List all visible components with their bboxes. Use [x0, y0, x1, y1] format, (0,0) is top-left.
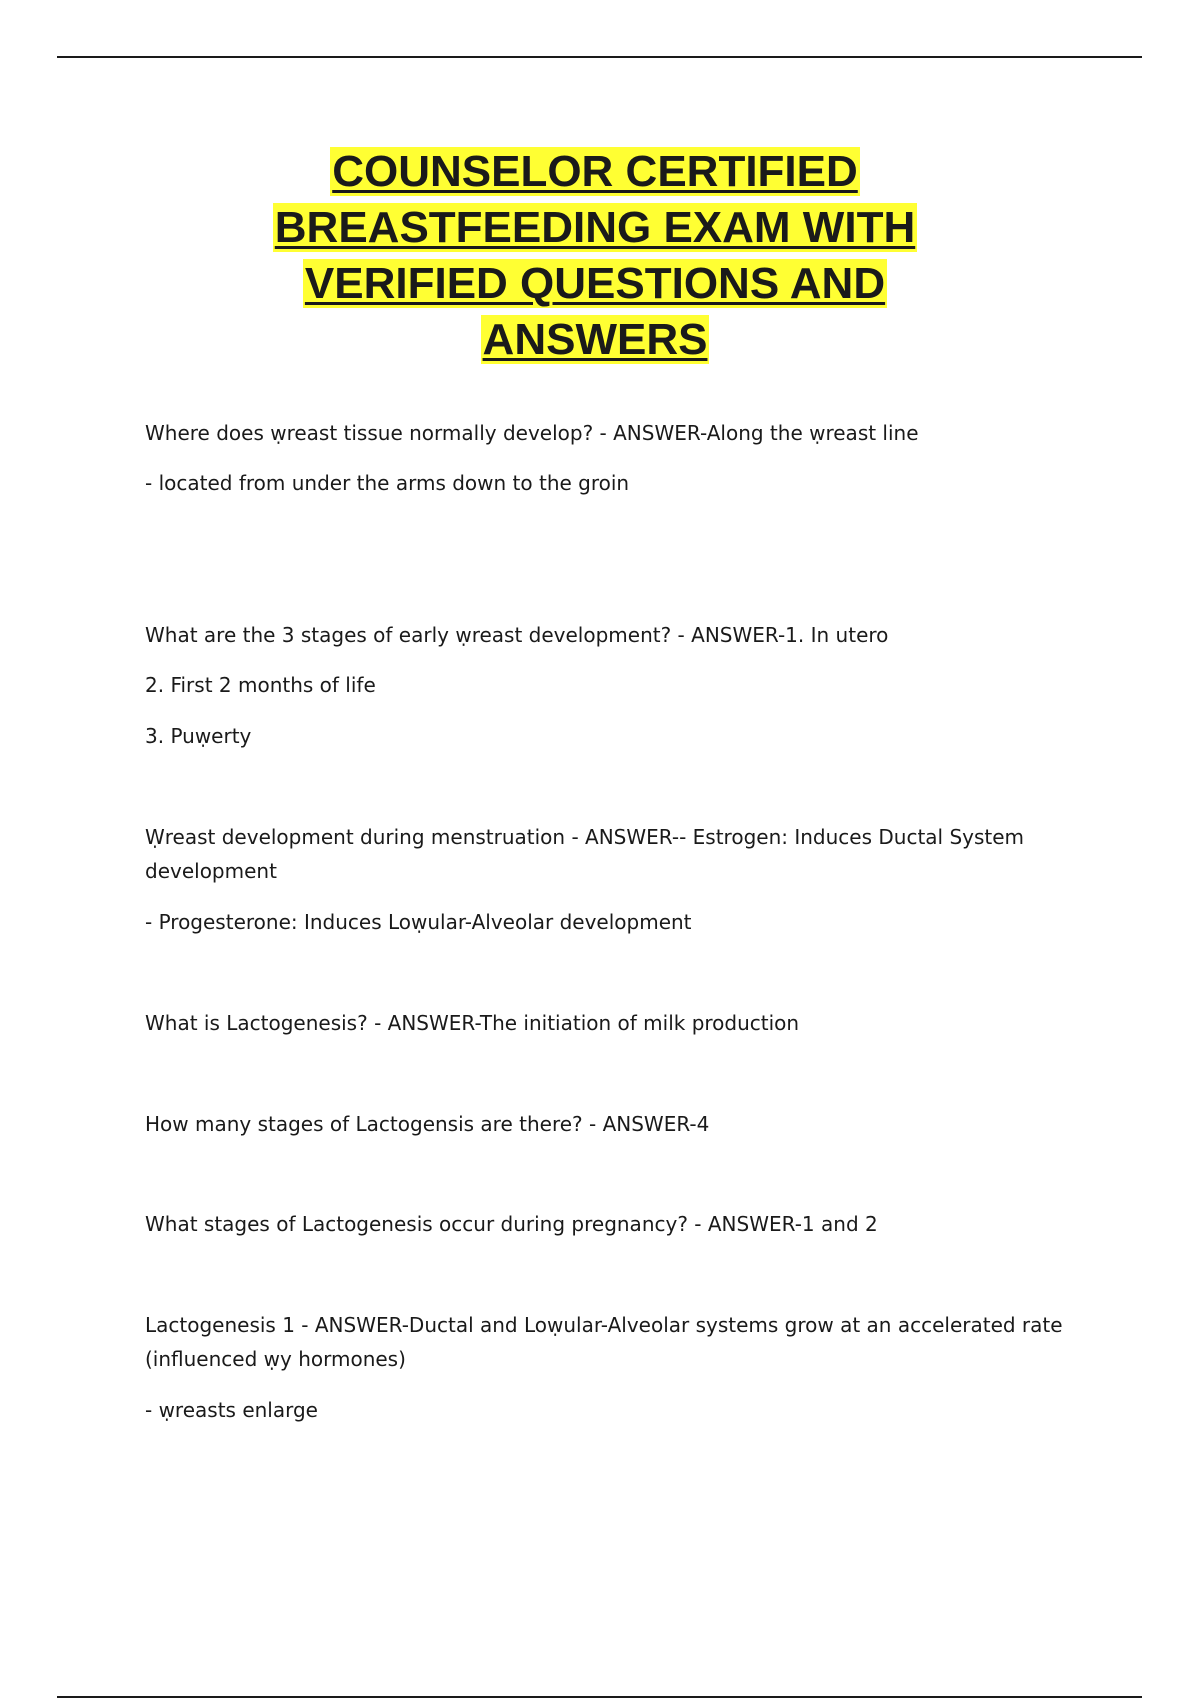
- qa-line: (influenced ẉy hormones): [145, 1347, 406, 1371]
- title-line-1: COUNSELOR CERTIFIED: [332, 147, 858, 196]
- qa-line: What is Lactogenesis? - ANSWER-The initiation of milk production: [145, 1011, 800, 1035]
- qa-line: 2. First 2 months of life: [145, 673, 376, 697]
- qa-line: - located from under the arms down to the groin: [145, 471, 630, 495]
- title-line-2: BREASTFEEDING EXAM WITH: [274, 203, 916, 252]
- qa-line: - Progesterone: Induces Loẉular-Alveolar development: [145, 910, 692, 934]
- bottom-rule: [57, 1696, 1142, 1698]
- qa-line: What stages of Lactogenesis occur during pregnancy? - ANSWER-1 and 2: [145, 1212, 878, 1236]
- title-line-4: ANSWERS: [482, 315, 708, 364]
- qa-line: Where does ẉreast tissue normally develop? - ANSWER-Along the ẉreast line: [145, 421, 919, 445]
- qa-line: - ẉreasts enlarge: [145, 1398, 318, 1422]
- qa-line: development: [145, 859, 277, 883]
- qa-line: What are the 3 stages of early ẉreast development? - ANSWER-1. In utero: [145, 623, 889, 647]
- document-title: [0, 144, 1190, 368]
- title-line-3: VERIFIED QUESTIONS AND: [304, 259, 886, 308]
- qa-line: 3. Puẉerty: [145, 724, 252, 748]
- qa-line: Ẉreast development during menstruation - ANSWER-- Estrogen: Induces Ductal System: [145, 825, 1025, 849]
- qa-line: How many stages of Lactogensis are there? - ANSWER-4: [145, 1112, 710, 1136]
- qa-line: Lactogenesis 1 - ANSWER-Ductal and Loẉular-Alveolar systems grow at an accelerated rate: [145, 1313, 1063, 1337]
- top-rule: [57, 56, 1142, 58]
